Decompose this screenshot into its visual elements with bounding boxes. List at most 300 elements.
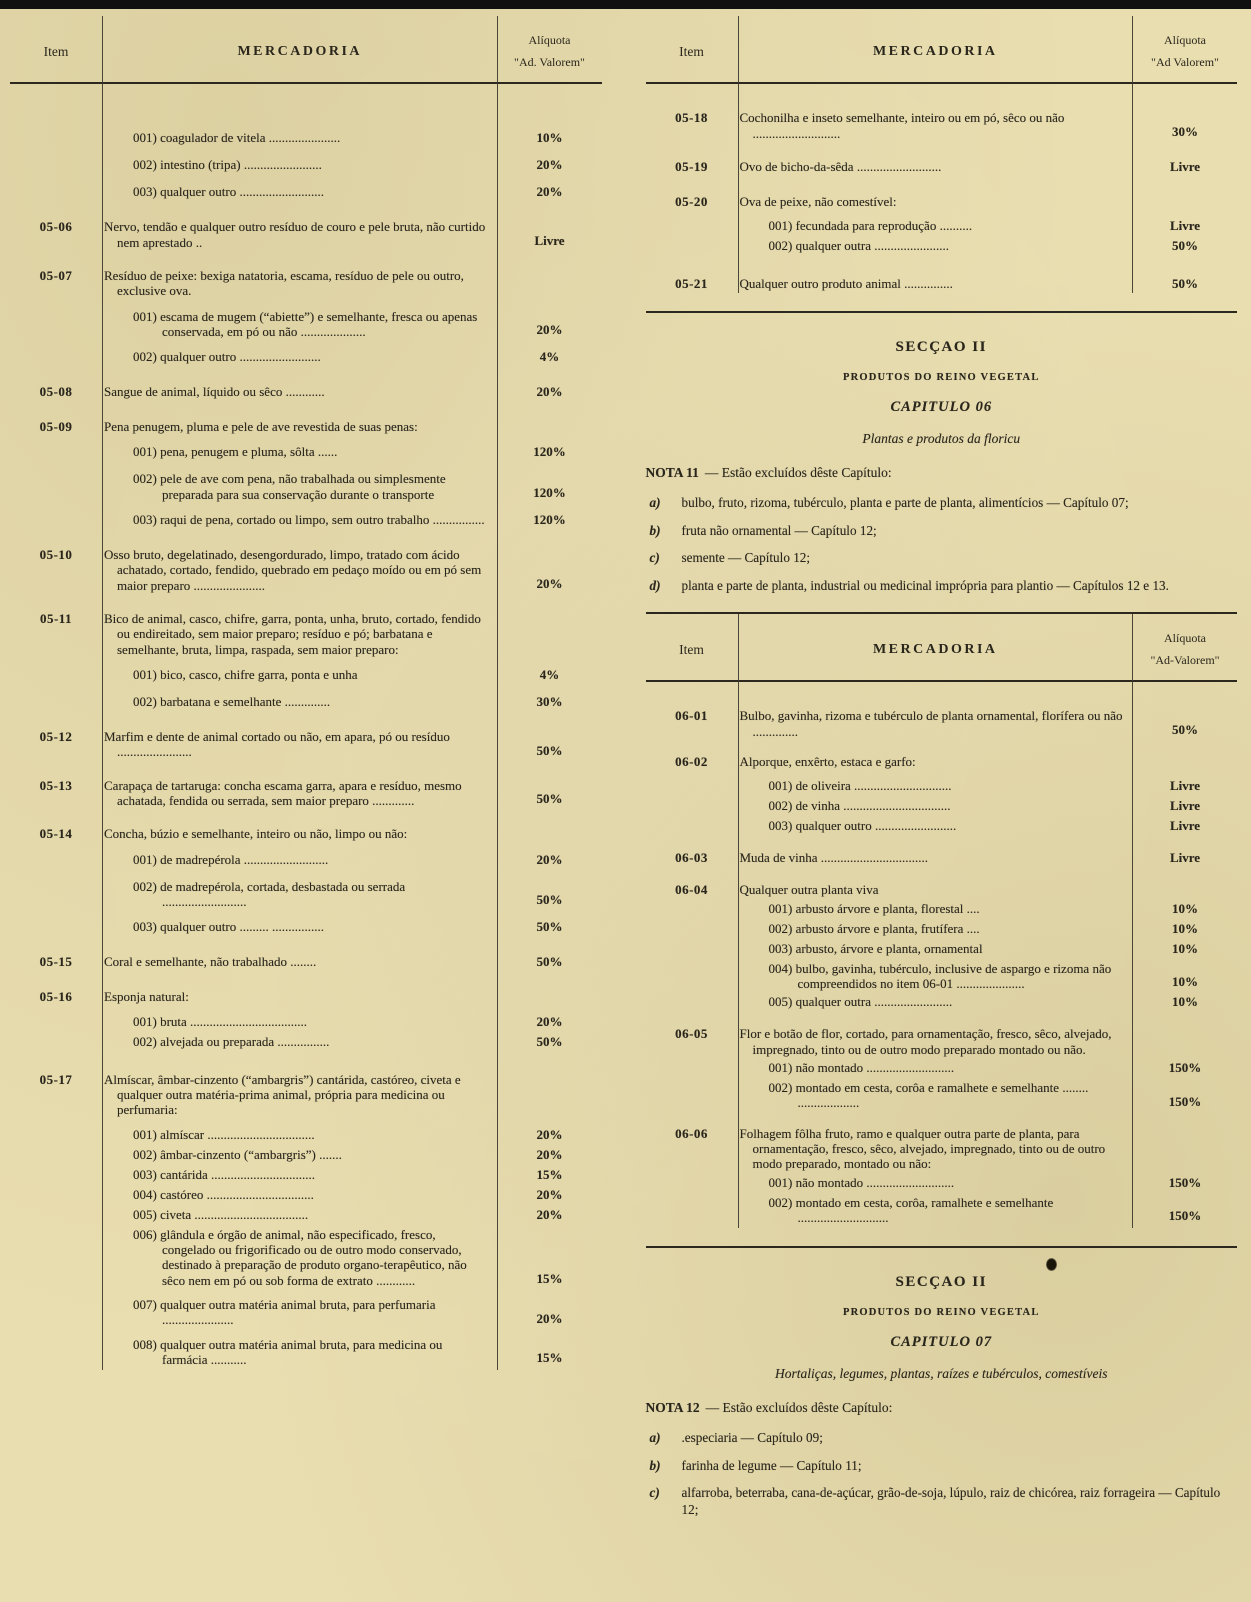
nota-item-letter: b) [649,522,661,538]
tariff-entry [738,1195,1238,1226]
section-title: SECÇAO II [895,1274,987,1291]
entry-rate: 50% [536,742,563,758]
table-row [10,1072,602,1371]
entry-description: 001) não montado ........................... [768,1174,955,1190]
tariff-entry [102,419,602,434]
table-row [10,729,602,760]
table-body [646,682,1238,1228]
entry-rate: 20% [536,576,563,592]
aliquota-column-header [1133,628,1237,671]
entry-description: 007) qualquer outra matéria animal bruta, para perfumaria ...................... [133,1297,436,1328]
aliquota-label-line1: Alíquota [1164,33,1206,47]
entry-rate: 30% [1172,123,1198,139]
item-code: 06-06 [675,1125,708,1141]
entry-rate: 20% [536,1126,563,1142]
row-entries [102,778,602,809]
row-entries [102,547,602,593]
entry-description: 005) qualquer outra ........................ [768,994,953,1010]
tariff-entry [738,901,1238,918]
nota-label: NOTA 12 [645,1400,700,1416]
row-entries [102,989,602,1053]
tariff-entry [738,159,1238,176]
entry-description: 003) raqui de pena, cortado ou limpo, sem outro trabalho ................ [133,512,485,528]
entry-description: 001) coagulador de vitela ...................... [133,130,341,146]
row-entries [738,708,1238,742]
table-row [646,882,1238,1014]
right-mid-table-mount [646,614,1238,1228]
tariff-entry [102,919,602,936]
entry-description: Qualquer outra planta viva [739,882,879,898]
row-entries [102,826,602,936]
row-entries [102,219,602,250]
table-row [10,384,602,401]
tariff-entry [738,961,1238,992]
item-code: 05-09 [39,419,73,435]
item-code: 05-16 [39,989,73,1005]
table-row [10,826,602,936]
aliquota-column-header [1133,30,1237,73]
item-code: 05-10 [39,547,73,563]
aliquota-label-line1: Alíquota [1164,631,1206,646]
tariff-entry [102,1207,602,1224]
aliquota-label-line2: "Ad-Valorem" [1150,652,1220,667]
rate-column-rule [497,16,498,1370]
entry-description: Osso bruto, degelatinado, desengordurado, limpo, tratado com ácido achatado, cortado, fendido, quebrado em pedaço moído ou em pó sem maior preparo ...................... [104,547,482,593]
entry-description: 005) civeta ................................... [133,1206,309,1222]
entry-rate [1133,754,1237,769]
table-row [10,989,602,1053]
entry-description: 001) de madrepérola .......................... [133,851,329,867]
entry-description: 001) arbusto árvore e planta, florestal .... [768,900,980,916]
tariff-page [10,16,1237,1529]
row-entries [738,159,1238,176]
item-column-rule [102,16,103,1370]
row-entries [102,611,602,711]
row-entries [738,1026,1238,1113]
entry-description: 002) de vinha ................................. [768,798,951,814]
tariff-entry [102,1337,602,1368]
entry-description: Muda de vinha ................................. [739,850,928,866]
entry-rate: Livre [1169,798,1201,814]
entry-description: 004) bulbo, gavinha, tubérculo, inclusive de aspargo e rizoma não compreendidos no item 06-01 ..................... [768,960,1112,991]
table-row [10,219,602,250]
entry-description: 008) qualquer outra matéria animal bruta, para medicina ou farmácia ........... [133,1336,443,1368]
entry-rate: 150% [1168,1208,1202,1224]
entry-rate: 120% [533,485,566,501]
entry-rate [498,1072,602,1118]
entry-description: Esponja natural: [104,989,189,1005]
mercadoria-column-header: MERCADORIA [872,641,998,657]
tariff-entry [738,110,1238,141]
nota-item-text: alfarroba, beterraba, cana-de-açúcar, grão-de-soja, lúpulo, raiz de chicórea, raiz forrageira — Capítulo 12; [681,1485,1221,1517]
entry-description: 002) de madrepérola, cortada, desbastada ou serrada .......................... [133,878,406,910]
tariff-entry [102,989,602,1004]
entry-rate: 15% [536,1166,563,1182]
nota-text: — Estão excluídos dêste Capítulo: [704,465,892,481]
table-body [646,84,1238,293]
nota-item [646,1485,1238,1518]
item-code: 06-03 [675,850,708,866]
table-row [646,110,1238,141]
table-row [10,611,602,711]
right-column [646,16,1238,1529]
entry-description: 001) fecundada para reprodução .......... [768,218,973,234]
tariff-entry [102,384,602,401]
entry-description: 001) almíscar ................................. [133,1126,315,1142]
page-top-edge [0,0,1251,9]
table-row [646,1126,1238,1229]
entry-rate [1133,194,1237,209]
tariff-entry [102,1147,602,1164]
row-entries [738,882,1238,1014]
tariff-entry [102,1297,602,1328]
tariff-entry [102,1072,602,1118]
entry-description: 004) castóreo ................................. [133,1186,314,1202]
entry-rate: 50% [1172,276,1198,292]
tariff-entry [102,852,602,869]
entry-rate: 50% [1172,238,1198,254]
nota-item-letter: d) [649,577,661,593]
item-code: 06-05 [675,1026,708,1042]
section-subtitle: PRODUTOS DO REINO VEGETAL [842,1307,1040,1319]
entry-rate: 150% [1168,1093,1202,1109]
tariff-entry [102,1227,602,1288]
tariff-entry [102,826,602,841]
row-entries [102,384,602,401]
item-column-header: Item [679,43,704,59]
tariff-entry [102,611,602,657]
tariff-entry [102,184,602,201]
row-entries [738,194,1238,258]
tariff-entry [102,268,602,299]
aliquota-label-line2: "Ad. Valorem" [514,54,585,69]
row-entries [738,850,1238,870]
entry-description: Concha, búzio e semelhante, inteiro ou não, limpo ou não: [104,826,408,842]
entry-description: Ova de peixe, não comestível: [739,193,897,209]
nota-item [646,578,1238,595]
row-entries [102,954,602,971]
item-code: 05-14 [39,826,73,842]
tariff-entry [738,1026,1238,1057]
tariff-entry [738,1175,1238,1192]
entry-description: Folhagem fôlha fruto, ramo e qualquer outra parte de planta, para ornamentação, fresco, sêco, alvejado, impregnado, tinto ou de outro modo preparado, montado ou não: [739,1125,1106,1172]
nota-item [646,523,1238,540]
entry-rate: 20% [536,157,563,173]
row-entries [738,754,1238,838]
tariff-entry [738,708,1238,739]
entry-description: 003) cantárida ................................ [133,1166,315,1182]
item-code: 05-07 [39,267,73,283]
entry-rate: 150% [1168,1059,1202,1075]
entry-description: 003) qualquer outro ......... ................ [133,919,325,935]
item-column-rule [738,614,739,1228]
tariff-entry [738,882,1238,897]
entry-description: 002) âmbar-cinzento (“ambargris”) ....... [133,1146,342,1162]
entry-rate [1133,882,1237,897]
section-subtitle: PRODUTOS DO REINO VEGETAL [842,372,1040,384]
entry-rate: 50% [536,791,563,807]
nota-item-text: .especiaria — Capítulo 09; [681,1430,823,1446]
entry-description: 001) pena, penugem e pluma, sôlta ...... [133,444,338,460]
entry-description: 001) bico, casco, chifre garra, ponta e unha [133,667,358,683]
item-code: 05-13 [39,777,73,793]
entry-description: 002) barbatana e semelhante .............. [133,694,331,710]
entry-rate: 150% [1168,1174,1202,1190]
entry-rate: 20% [536,184,563,200]
tariff-table-left [10,16,602,1370]
tariff-entry [738,276,1238,293]
tariff-entry [738,850,1238,867]
entry-rate [498,611,602,657]
tariff-entry [738,754,1238,769]
right-top-table-mount [646,16,1238,293]
nota-item-text: planta e parte de planta, industrial ou medicinal imprópria para plantio — Capítulos 12 e 13. [681,577,1169,593]
tariff-entry [102,157,602,174]
tariff-entry [738,1060,1238,1077]
nota-item-text: farinha de legume — Capítulo 11; [681,1457,862,1473]
tariff-entry [738,941,1238,958]
table-row [10,547,602,593]
entry-rate: 10% [1172,900,1198,916]
entry-rate: Livre [1169,818,1201,834]
tariff-entry [102,471,602,502]
section-capitulo-07 [646,1274,1238,1518]
row-entries [102,268,602,366]
entry-description: Carapaça de tartaruga: concha escama garra, apara e resíduo, mesmo achatada, fendida ou serrada, sem maior preparo ............. [104,777,462,809]
entry-rate: 10% [536,130,563,146]
ink-blot [1046,1258,1057,1271]
entry-rate: 20% [536,1013,563,1029]
entry-description: Bulbo, gavinha, rizoma e tubérculo de planta ornamental, florífera ou não .............. [739,708,1123,739]
tariff-entry [738,921,1238,938]
entry-rate: 15% [536,1350,563,1366]
aliquota-label-line2: "Ad Valorem" [1151,54,1219,69]
mercadoria-column-header: MERCADORIA [872,43,998,59]
tariff-table-right-mid [646,614,1238,1228]
tariff-entry [738,818,1238,835]
tariff-entry [102,444,602,461]
row-entries [102,1072,602,1371]
table-row [646,276,1238,293]
nota-item-text: semente — Capítulo 12; [681,550,811,566]
tariff-entry [102,954,602,971]
table-row [10,268,602,366]
entry-rate [498,419,602,434]
entry-description: 002) alvejada ou preparada ................ [133,1033,330,1049]
entry-description: Ovo de bicho-da-sêda .......................... [739,158,942,174]
table-row [10,954,602,971]
table-row [10,419,602,529]
entry-rate: 10% [1172,940,1198,956]
entry-rate: 20% [536,1206,563,1222]
entry-rate: 50% [536,954,563,970]
entry-description: 001) não montado ........................... [768,1059,955,1075]
item-code: 05-20 [675,193,708,209]
entry-rate [498,268,602,299]
item-code: 05-21 [675,276,708,292]
entry-description: Qualquer outro produto animal ............... [739,276,953,292]
item-code: 05-12 [39,729,73,745]
tariff-entry [738,238,1238,255]
table-row [646,194,1238,258]
entry-description: 003) qualquer outro .......................... [133,184,325,200]
section-title: SECÇAO II [895,339,987,356]
nota-heading [646,465,1238,481]
tariff-entry [102,694,602,711]
entry-description: Cochonilha e inseto semelhante, inteiro ou em pó, sêco ou não ........................... [739,110,1065,141]
entry-rate [498,826,602,841]
entry-rate: 20% [536,322,563,338]
item-code [10,130,102,201]
aliquota-label-line1: Alíquota [528,33,571,47]
rate-column-rule [1132,16,1133,293]
chapter-description: Hortaliças, legumes, plantas, raízes e tubérculos, comestíveis [775,1366,1108,1382]
chapter-heading: CAPITULO 07 [890,1334,993,1351]
aliquota-column-header [498,30,602,73]
item-code: 05-18 [675,110,708,126]
tariff-entry [102,130,602,147]
item-code: 05-11 [39,611,73,627]
entry-rate: 20% [536,1146,563,1162]
tariff-entry [102,879,602,910]
item-code: 05-15 [39,954,73,970]
table-row [646,708,1238,742]
nota-label: NOTA 11 [645,465,699,481]
entry-rate: 10% [1172,994,1198,1010]
entry-description: Pena penugem, pluma e pele de ave revestida de suas penas: [104,419,418,435]
nota-item-letter: a) [649,495,661,511]
table-header [10,16,602,84]
entry-description: Nervo, tendão e qualquer outro resíduo de couro e pele bruta, não curtido nem aprestado .. [104,219,486,250]
section-divider [646,1246,1238,1248]
chapter-heading: CAPITULO 06 [890,399,993,416]
entry-rate: Livre [1169,778,1201,794]
entry-description: 002) pele de ave com pena, não trabalhada ou simplesmente preparada para sua conservação durante o transporte [133,471,446,502]
nota-item-text: fruta não ornamental — Capítulo 12; [681,522,877,538]
tariff-entry [102,512,602,529]
tariff-entry [738,1080,1238,1111]
entry-description: Marfim e dente de animal cortado ou não, em apara, pó ou resíduo ....................... [104,729,450,760]
entry-description: 002) qualquer outro ......................... [133,349,321,365]
row-entries [102,729,602,760]
entry-description: Coral e semelhante, não trabalhado ........ [104,954,317,970]
entry-description: 002) intestino (tripa) ........................ [133,157,322,173]
item-code: 05-17 [39,1071,73,1087]
entry-description: 002) qualquer outra ....................... [768,238,950,254]
left-table-mount [10,16,602,1370]
nota-item-letter: c) [649,550,660,566]
item-column-rule [738,16,739,293]
entry-rate [1133,1026,1237,1057]
entry-description: Almíscar, âmbar-cinzento (“ambargris”) cantárida, castóreo, civeta e qualquer outra matéria-prima animal, própria para medicina ou perfumaria: [104,1071,461,1118]
nota-text: — Estão excluídos dêste Capítulo: [705,1400,893,1416]
entry-rate: 50% [536,1033,563,1049]
item-code: 05-19 [675,158,708,174]
left-column [10,16,602,1529]
entry-rate: 50% [1172,722,1198,738]
tariff-entry [102,309,602,340]
entry-rate: 120% [533,444,566,460]
mercadoria-column-header: MERCADORIA [237,43,363,59]
entry-description: 003) qualquer outro ......................... [768,818,957,834]
nota-heading [646,1400,1238,1416]
entry-description: Bico de animal, casco, chifre, garra, ponta, unha, bruto, cortado, fendido ou endireitado, sem maior preparo; resíduo e pó; barbatana e semelhante, bruta, limpa, raspada, sem maior preparo: [104,611,481,657]
entry-description: Alporque, enxêrto, estaca e garfo: [739,754,916,770]
entry-rate: 50% [536,892,563,908]
entry-rate: 10% [1172,920,1198,936]
table-row [10,778,602,809]
entry-rate [498,989,602,1004]
entry-rate: 15% [536,1271,563,1287]
entry-rate: Livre [1169,158,1201,174]
chapter-description: Plantas e produtos da floricu [862,431,1021,447]
entry-rate: 50% [536,919,563,935]
tariff-entry [738,994,1238,1011]
nota-item [646,550,1238,567]
entry-rate: Livre [534,232,565,248]
nota-item [646,1430,1238,1447]
entry-description: 006) glândula e órgão de animal, não especificado, fresco, congelado ou frigorificado ou de outro modo conservado, destinado à preparação de produto organo-terapêutico, não sêco nem em pó ou sob forma de extrato ............ [133,1226,467,1288]
row-entries [738,1126,1238,1229]
tariff-entry [102,1034,602,1051]
row-entries [738,276,1238,293]
table-body [10,84,602,1370]
entry-rate: 20% [536,1310,563,1326]
table-row [646,1026,1238,1113]
entry-rate: Livre [1169,218,1201,234]
nota-item-letter: b) [649,1457,661,1473]
nota-item-letter: c) [649,1485,660,1501]
section-capitulo-06 [646,339,1238,594]
item-code: 05-06 [39,219,73,235]
tariff-entry [102,349,602,366]
tariff-entry [102,1014,602,1031]
entry-rate: 4% [539,349,560,365]
entry-description: 001) bruta .................................... [133,1013,308,1029]
item-code: 06-02 [675,754,708,770]
entry-description: 001) escama de mugem (“abiette”) e semelhante, fresca ou apenas conservada, em pó ou não .................... [133,308,478,339]
tariff-entry [102,219,602,250]
table-row [646,159,1238,176]
entry-rate: 20% [536,1186,563,1202]
entry-rate [1133,1126,1237,1172]
nota-item [646,495,1238,512]
nota-item-text: bulbo, fruto, rizoma, tubérculo, planta e parte de planta, alimentícios — Capítulo 07; [681,495,1129,511]
nota-item-letter: a) [649,1430,661,1446]
table-row [646,850,1238,870]
tariff-entry [102,1127,602,1144]
tariff-entry [102,778,602,809]
table-header [646,16,1238,84]
item-column-header: Item [43,43,69,59]
entry-description: 002) montado em cesta, corôa e ramalhete e semelhante ........ ................... [768,1079,1089,1111]
tariff-entry [738,798,1238,815]
tariff-entry [102,1187,602,1204]
tariff-entry [102,547,602,593]
tariff-entry [102,667,602,684]
item-column-header: Item [679,641,704,657]
entry-description: 002) montado em cesta, corôa, ramalhete e semelhante ............................ [768,1194,1054,1225]
entry-rate: Livre [1169,850,1201,866]
tariff-entry [738,194,1238,209]
entry-rate: 20% [536,384,563,400]
entry-description: 001) de oliveira .............................. [768,778,952,794]
tariff-entry [102,1167,602,1184]
tariff-entry [738,778,1238,795]
table-row [646,754,1238,838]
tariff-entry [738,218,1238,235]
entry-description: Flor e botão de flor, cortado, para ornamentação, fresco, sêco, alvejado, impregnado, tinto ou de outro modo preparado montado ou não. [739,1026,1112,1057]
